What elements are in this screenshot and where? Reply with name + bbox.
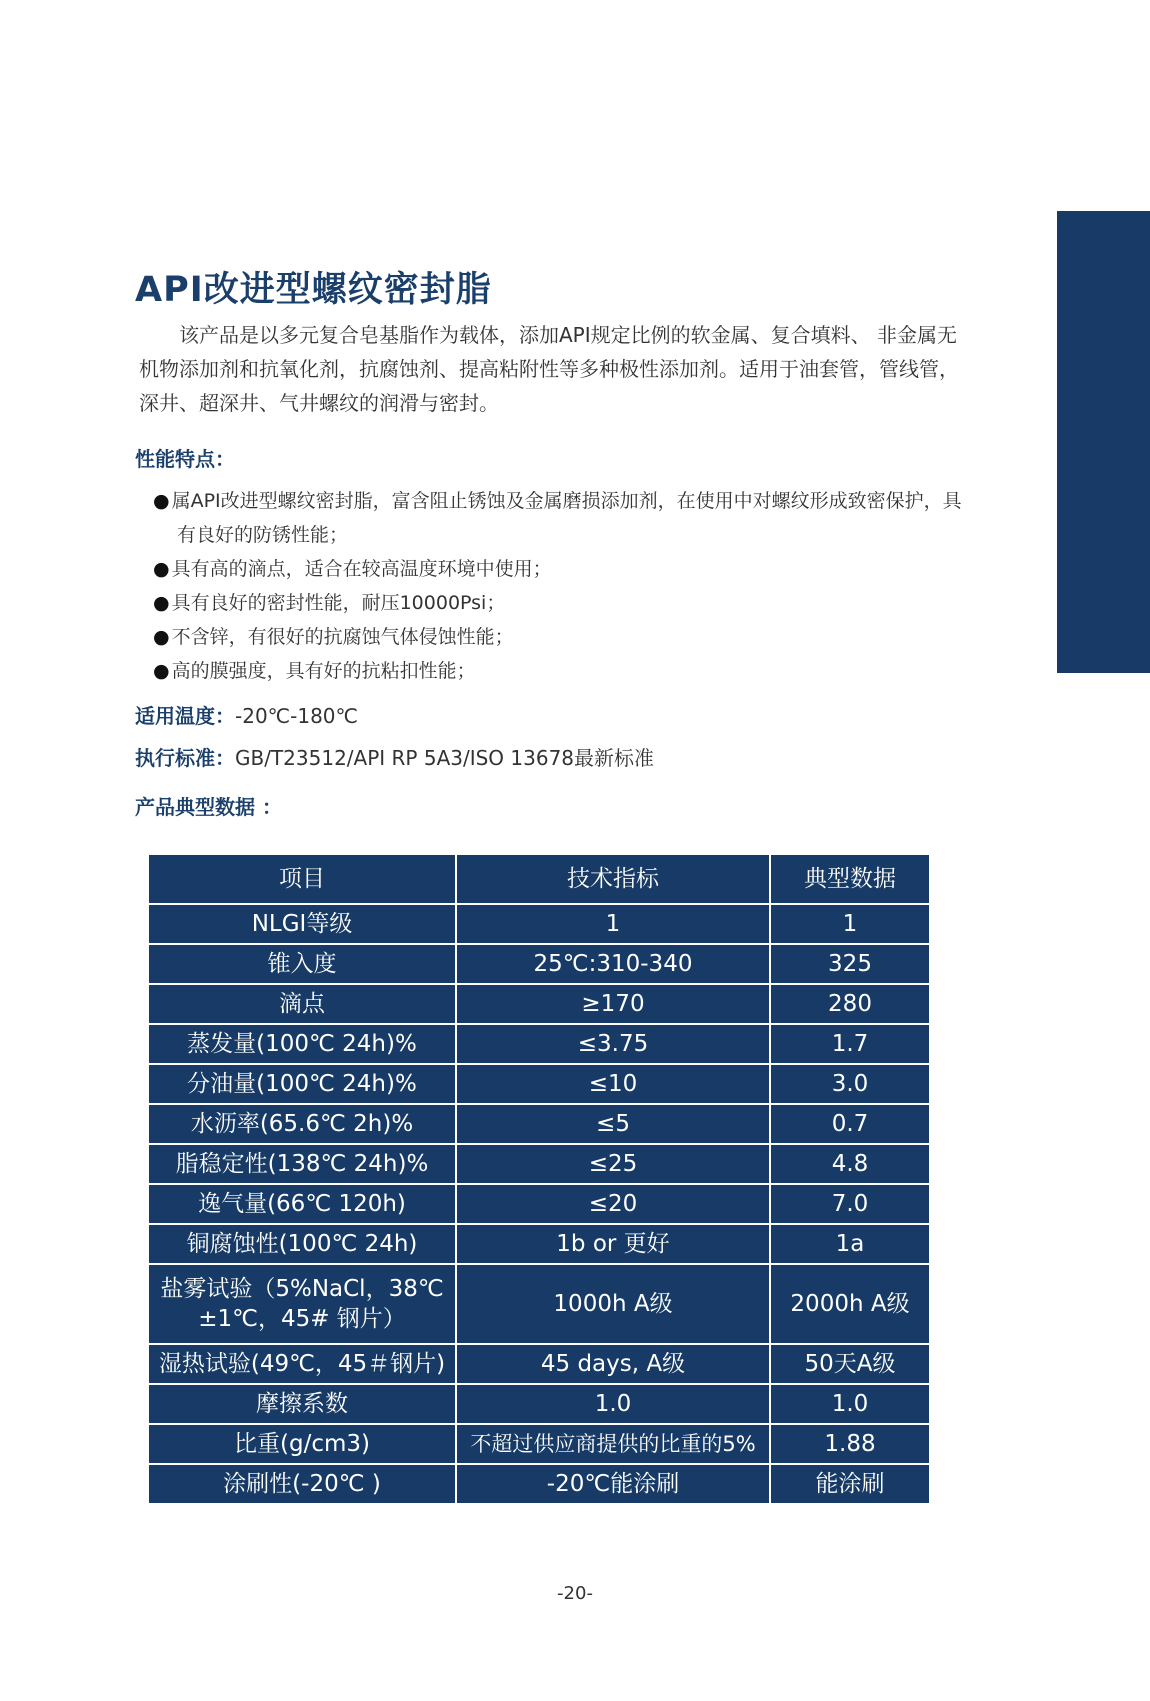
cell-typical: 1.88 — [770, 1424, 930, 1464]
features-list — [139, 484, 969, 688]
header-typical: 典型数据 — [770, 854, 930, 904]
feature-item: ● 不含锌，有很好的抗腐蚀气体侵蚀性能； — [139, 620, 969, 654]
feature-item: ● 属API改进型螺纹密封脂，富含阻止锈蚀及金属磨损添加剂，在使用中对螺纹形成致密保护，具有良好的防锈性能； — [139, 484, 969, 552]
cell-typical: 50天A级 — [770, 1344, 930, 1384]
intro-text: 该产品是以多元复合皂基脂作为载体，添加API规定比例的软金属、复合填料、 非金属无机物添加剂和抗氧化剂，抗腐蚀剂、提高粘附性等多种极性添加剂。适用于油套管，管线管，深井、超深井、气井螺纹的润滑与密封。 — [139, 323, 959, 415]
temperature-line — [135, 700, 358, 729]
standard-label: 执行标准： — [135, 746, 235, 770]
cell-item: 水沥率(65.6℃ 2h)% — [148, 1104, 456, 1144]
feature-item: ● 具有良好的密封性能，耐压10000Psi； — [139, 586, 969, 620]
table-row — [148, 1264, 930, 1344]
table-row — [148, 1224, 930, 1264]
table-row — [148, 1344, 930, 1384]
feature-item: ● 高的膜强度，具有好的抗粘扣性能； — [139, 654, 969, 688]
data-heading: 产品典型数据 ： — [135, 795, 282, 819]
cell-spec: 1 — [456, 904, 770, 944]
cell-item: NLGI等级 — [148, 904, 456, 944]
table-row — [148, 1184, 930, 1224]
cell-spec: ≤3.75 — [456, 1024, 770, 1064]
table-row — [148, 904, 930, 944]
cell-spec: -20℃能涂刷 — [456, 1464, 770, 1504]
intro-paragraph — [139, 318, 969, 420]
cell-item: 蒸发量(100℃ 24h)% — [148, 1024, 456, 1064]
typical-data-table — [147, 853, 931, 1505]
cell-item: 摩擦系数 — [148, 1384, 456, 1424]
page-number: -20- — [557, 1583, 593, 1604]
cell-typical: 2000h A级 — [770, 1264, 930, 1344]
cell-typical: 325 — [770, 944, 930, 984]
header-item: 项目 — [148, 854, 456, 904]
cell-spec: ≤10 — [456, 1064, 770, 1104]
cell-spec: ≥170 — [456, 984, 770, 1024]
cell-typical: 3.0 — [770, 1064, 930, 1104]
cell-item: 铜腐蚀性(100℃ 24h) — [148, 1224, 456, 1264]
standard-value: GB/T23512/API RP 5A3/ISO 13678最新标准 — [235, 746, 655, 770]
cell-item: 涂刷性(-20℃ ) — [148, 1464, 456, 1504]
table-header-row — [148, 854, 930, 904]
header-spec: 技术指标 — [456, 854, 770, 904]
table-row — [148, 1024, 930, 1064]
side-tab-decoration — [1057, 211, 1150, 673]
cell-spec: 1b or 更好 — [456, 1224, 770, 1264]
feature-item: ● 具有高的滴点，适合在较高温度环境中使用； — [139, 552, 969, 586]
cell-item: 盐雾试验（5%NaCl，38℃±1℃，45# 钢片） — [148, 1264, 456, 1344]
cell-spec: 1000h A级 — [456, 1264, 770, 1344]
cell-typical: 1 — [770, 904, 930, 944]
cell-item: 脂稳定性(138℃ 24h)% — [148, 1144, 456, 1184]
table-row — [148, 1424, 930, 1464]
features-heading: 性能特点： — [135, 447, 235, 471]
cell-typical: 0.7 — [770, 1104, 930, 1144]
standard-line — [135, 742, 654, 771]
table-row — [148, 1104, 930, 1144]
cell-typical: 能涂刷 — [770, 1464, 930, 1504]
cell-typical: 1.0 — [770, 1384, 930, 1424]
cell-spec: 25℃:310-340 — [456, 944, 770, 984]
cell-spec: 45 days, A级 — [456, 1344, 770, 1384]
table-row — [148, 1464, 930, 1504]
temperature-label: 适用温度： — [135, 704, 235, 728]
cell-typical: 1a — [770, 1224, 930, 1264]
page-title: API改进型螺纹密封脂 — [135, 270, 492, 310]
cell-item: 锥入度 — [148, 944, 456, 984]
cell-spec: 1.0 — [456, 1384, 770, 1424]
cell-spec: 不超过供应商提供的比重的5% — [456, 1424, 770, 1464]
cell-item: 分油量(100℃ 24h)% — [148, 1064, 456, 1104]
temperature-value: -20℃-180℃ — [235, 704, 358, 728]
cell-spec: ≤20 — [456, 1184, 770, 1224]
cell-typical: 4.8 — [770, 1144, 930, 1184]
cell-typical: 1.7 — [770, 1024, 930, 1064]
table-row — [148, 1064, 930, 1104]
cell-item: 逸气量(66℃ 120h) — [148, 1184, 456, 1224]
table-row — [148, 1384, 930, 1424]
cell-item: 滴点 — [148, 984, 456, 1024]
cell-typical: 7.0 — [770, 1184, 930, 1224]
table-row — [148, 984, 930, 1024]
cell-item: 比重(g/cm3) — [148, 1424, 456, 1464]
cell-spec: ≤25 — [456, 1144, 770, 1184]
table-row — [148, 1144, 930, 1184]
cell-spec: ≤5 — [456, 1104, 770, 1144]
table-row — [148, 944, 930, 984]
cell-typical: 280 — [770, 984, 930, 1024]
cell-item: 湿热试验(49℃，45＃钢片) — [148, 1344, 456, 1384]
